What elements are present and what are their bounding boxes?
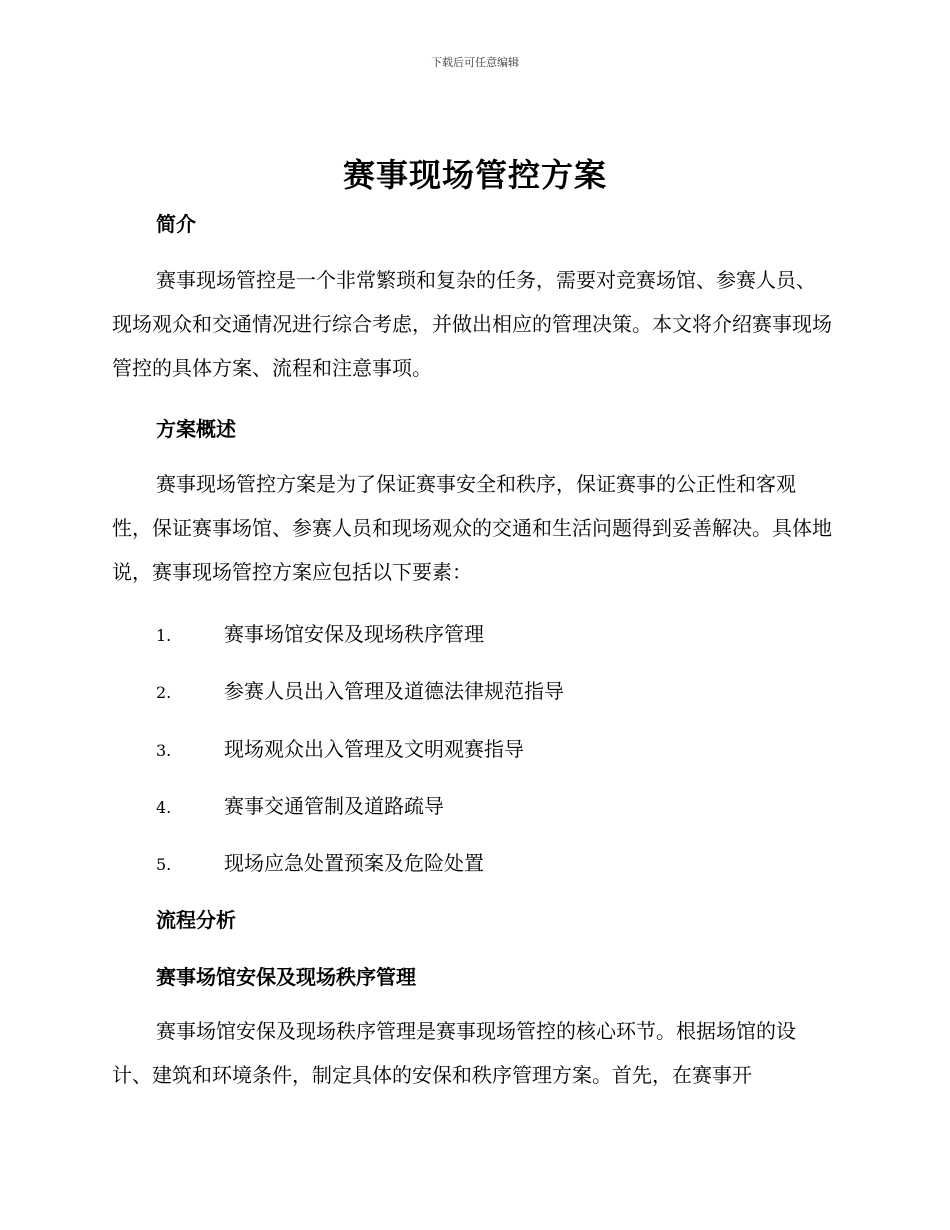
list-item-text: 现场应急处置预案及危险处置 (224, 851, 484, 875)
list-item-text: 现场观众出入管理及文明观赛指导 (224, 737, 524, 761)
venue-paragraph: 赛事场馆安保及现场秩序管理是赛事现场管控的核心环节。根据场馆的设计、建筑和环境条件，制定具体的安保和秩序管理方案。首先，在赛事开 (112, 1019, 796, 1087)
list-item-text: 赛事交通管制及道路疏导 (224, 794, 444, 818)
list-item (156, 847, 484, 876)
list-item-number: 4. (156, 798, 172, 817)
list-item-number: 5. (156, 855, 172, 874)
header-note: 下载后可任意编辑 (431, 56, 519, 69)
overview-paragraph: 赛事现场管控方案是为了保证赛事安全和秩序，保证赛事的公正性和客观性，保证赛事场馆、参赛人员和现场观众的交通和生活问题得到妥善解决。具体地说，赛事现场管控方案应包括以下要素： (112, 472, 832, 584)
list-item-text: 参赛人员出入管理及道德法律规范指导 (224, 679, 564, 703)
section-heading-intro: 简介 (156, 212, 196, 236)
intro-paragraph: 赛事现场管控是一个非常繁琐和复杂的任务，需要对竞赛场馆、参赛人员、现场观众和交通情况进行综合考虑，并做出相应的管理决策。本文将介绍赛事现场管控的具体方案、流程和注意事项。 (112, 268, 832, 380)
list-item-text: 赛事场馆安保及现场秩序管理 (224, 622, 484, 646)
document-title: 赛事现场管控方案 (342, 156, 607, 194)
list-item-number: 1. (156, 626, 172, 645)
list-item (156, 790, 444, 819)
list-item (156, 618, 484, 647)
list-item (156, 733, 524, 762)
list-item-number: 2. (156, 683, 172, 702)
section-heading-process: 流程分析 (156, 908, 236, 932)
section-heading-overview: 方案概述 (156, 417, 236, 441)
list-item (156, 675, 564, 704)
section-heading-venue: 赛事场馆安保及现场秩序管理 (156, 965, 416, 989)
list-item-number: 3. (156, 741, 172, 760)
